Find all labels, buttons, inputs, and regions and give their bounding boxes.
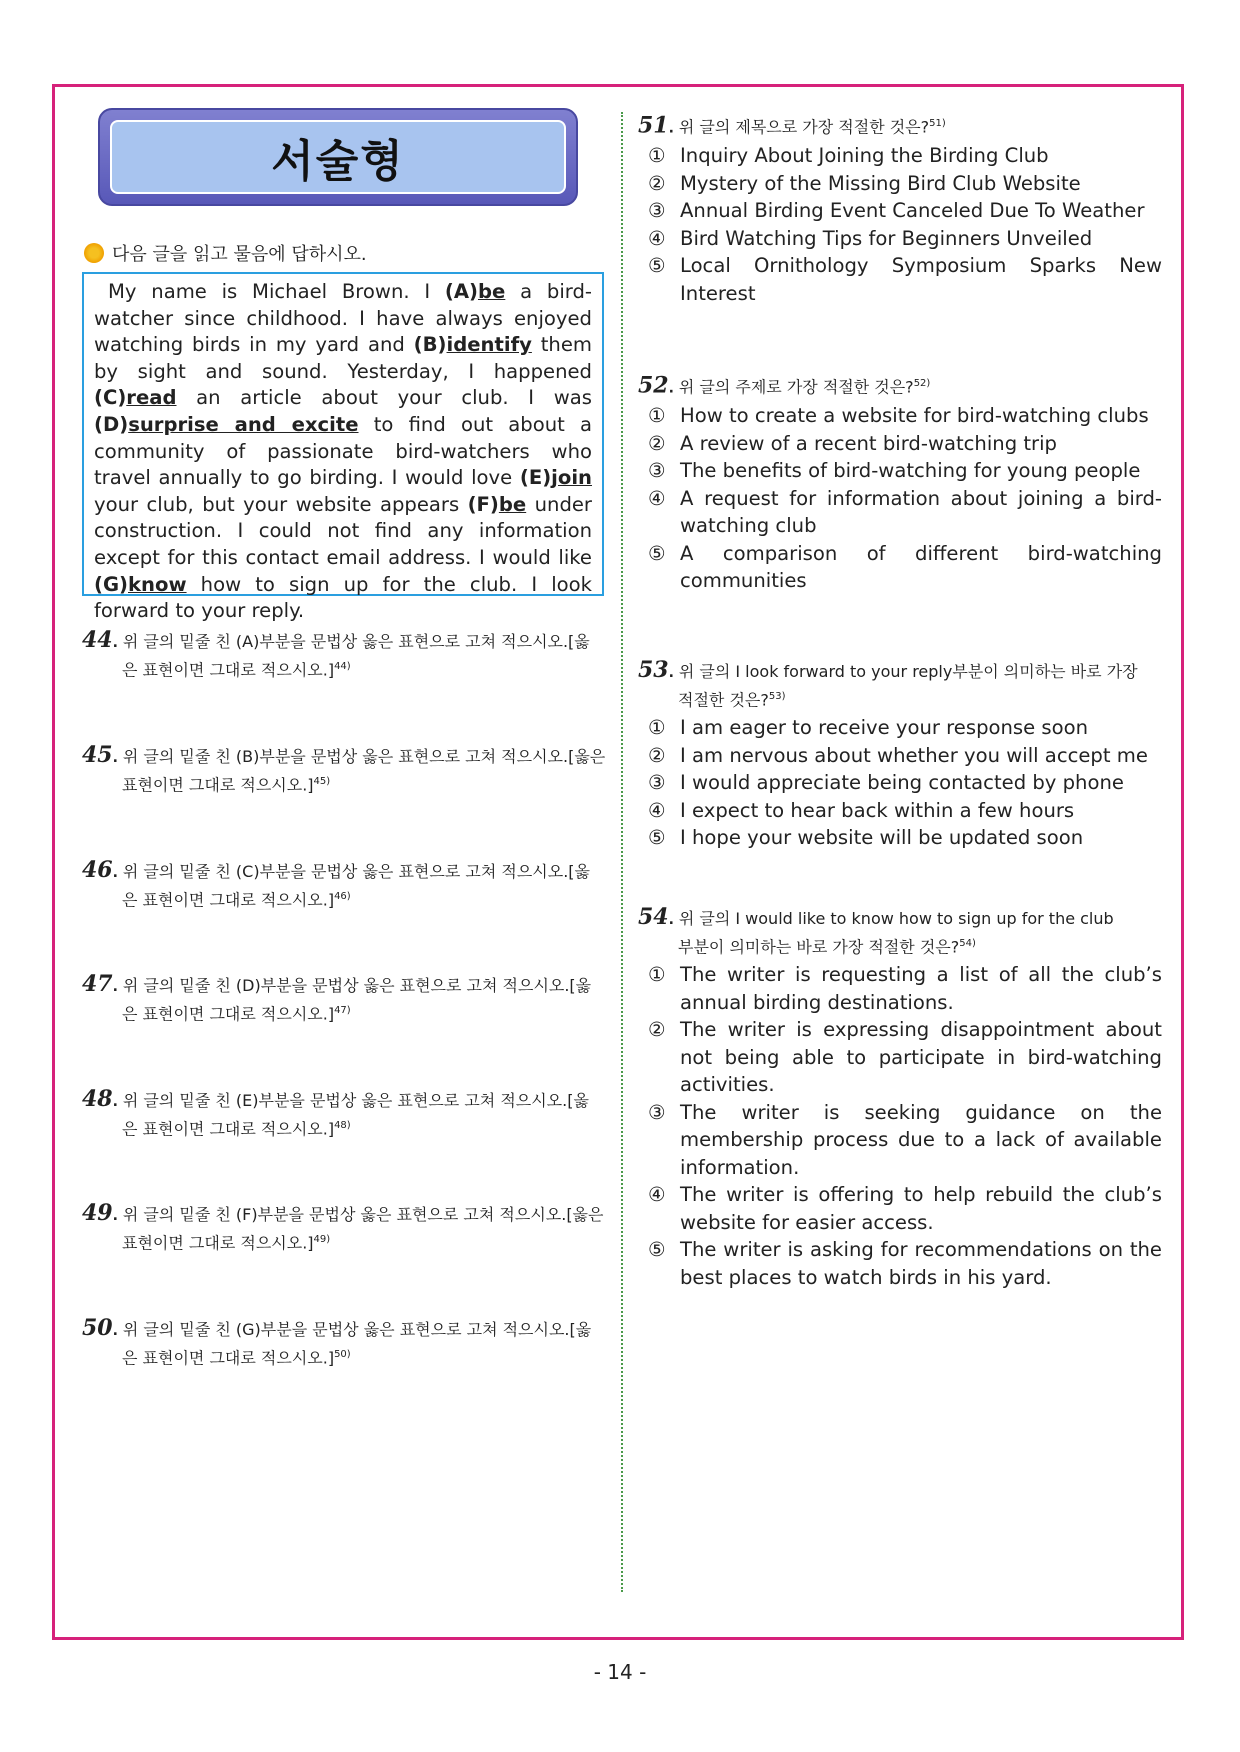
question-text: 위 글의 밑줄 친 (F)부분을 문법상 옳은 표현으로 고쳐 적으시오.[옳은 <box>122 1205 604 1224</box>
question-53 <box>638 658 1162 852</box>
option-marker: ⑤ <box>648 1238 666 1262</box>
passage-text: them by sight and sound. Yesterday, I happened <box>94 333 592 383</box>
passage-text: under construction. I could not find any information except for this contact email address. I would like <box>94 492 592 569</box>
question-text: 위 글의 I would like to know how to sign up for the club <box>678 909 1114 928</box>
footnote-ref: 45) <box>313 776 331 787</box>
answer-option[interactable] <box>638 197 1162 225</box>
option-marker: ② <box>648 743 666 767</box>
option-text: The benefits of bird-watching for young people <box>680 459 1141 483</box>
section-title: 서술형 <box>271 136 405 187</box>
footnote-ref: 47) <box>334 1005 351 1016</box>
underlined-expression <box>94 386 177 409</box>
footnote-ref: 46) <box>334 891 351 902</box>
answer-option[interactable] <box>638 1099 1162 1182</box>
question-text: 위 글의 밑줄 친 (C)부분을 문법상 옳은 표현으로 고쳐 적으시오.[옳 <box>122 862 590 881</box>
passage-text: your club, but your website appears <box>94 492 468 516</box>
underlined-word: know <box>128 572 187 596</box>
answer-option[interactable] <box>638 170 1162 198</box>
option-text: A review of a recent bird-watching trip <box>680 431 1057 455</box>
option-marker: ① <box>648 404 666 428</box>
question-stem <box>82 1201 607 1228</box>
blank-label: (F) <box>467 492 499 516</box>
question-stem <box>82 972 607 999</box>
option-text: The writer is requesting a list of all the club’s annual birding destinations. <box>680 963 1162 1014</box>
option-text: How to create a website for bird-watching clubs <box>680 404 1149 428</box>
flower-icon <box>84 243 104 263</box>
option-text: Inquiry About Joining the Birding Club <box>680 144 1049 168</box>
answer-option[interactable] <box>638 1236 1162 1291</box>
underlined-expression <box>94 573 187 596</box>
instruction-text: 다음 글을 읽고 물음에 답하시오. <box>112 244 367 265</box>
underlined-expression <box>94 413 359 436</box>
footnote-ref: 53) <box>768 691 786 702</box>
option-text: I hope your website will be updated soon <box>680 826 1084 850</box>
option-marker: ① <box>648 716 666 740</box>
option-marker: ⑤ <box>648 254 666 278</box>
option-text: Mystery of the Missing Bird Club Website <box>680 171 1081 195</box>
question-dot: . <box>112 1094 123 1110</box>
question-stem <box>638 905 1162 932</box>
question-text: 위 글의 제목으로 가장 적절한 것은? <box>678 117 930 137</box>
footnote-ref: 48) <box>334 1120 351 1131</box>
passage-text: a bird-watcher since childhood. I have always enjoyed watching birds in my yard and <box>94 280 592 357</box>
page-number: - 14 - <box>593 1660 647 1684</box>
option-text: The writer is seeking guidance on the membership process due to a lack of available information. <box>680 1100 1162 1179</box>
blank-label: (C) <box>94 386 127 410</box>
answer-option[interactable] <box>638 485 1162 540</box>
blank-label: (G) <box>94 572 128 596</box>
option-text: I am eager to receive your response soon <box>680 716 1089 740</box>
option-text: I expect to hear back within a few hours <box>680 798 1075 822</box>
question-stem <box>82 1087 607 1114</box>
answer-option[interactable] <box>638 742 1162 770</box>
answer-option[interactable] <box>638 252 1162 307</box>
option-marker: ④ <box>648 226 666 250</box>
option-text: The writer is asking for recommendations on the best places to watch birds in his yard. <box>680 1238 1162 1289</box>
question-number: 53 <box>638 657 669 683</box>
underlined-word: be <box>478 280 506 303</box>
question-text-cont: 은 표현이면 그대로 적으시오.]$^{44)}$ <box>122 660 351 680</box>
option-marker: ② <box>648 1018 666 1042</box>
question-dot: . <box>112 979 123 995</box>
question-stem <box>82 743 607 770</box>
answer-option[interactable] <box>638 430 1162 458</box>
answer-option[interactable] <box>638 1016 1162 1099</box>
underlined-word: read <box>126 386 177 410</box>
answer-option[interactable] <box>638 402 1162 430</box>
instruction <box>84 240 367 266</box>
question-dot: . <box>668 120 679 137</box>
underlined-expression <box>468 493 527 516</box>
question-number: 47 <box>82 971 113 997</box>
answer-options <box>638 714 1162 852</box>
question-text: 위 글의 밑줄 친 (E)부분을 문법상 옳은 표현으로 고쳐 적으시오.[옳 <box>122 1091 589 1110</box>
reading-passage <box>82 272 604 623</box>
answer-option[interactable] <box>638 225 1162 253</box>
option-marker: ③ <box>648 459 666 483</box>
option-marker: ⑤ <box>648 541 666 565</box>
question-number: 48 <box>82 1086 113 1112</box>
question-number: 52 <box>638 372 669 399</box>
question-text: 위 글의 밑줄 친 (G)부분을 문법상 옳은 표현으로 고쳐 적으시오.[옳 <box>122 1320 592 1339</box>
question-44 <box>82 628 607 682</box>
option-text: I would appreciate being contacted by phone <box>680 771 1124 795</box>
answer-option[interactable] <box>638 714 1162 742</box>
question-48 <box>82 1087 607 1141</box>
question-dot: . <box>112 635 123 651</box>
passage-text: My name is Michael Brown. I <box>108 280 445 303</box>
question-54 <box>638 905 1162 1291</box>
option-text: A request for information about joining a bird-watching club <box>680 486 1162 538</box>
option-marker: ③ <box>648 1100 666 1124</box>
question-dot: . <box>112 750 123 766</box>
underlined-expression <box>520 466 592 489</box>
option-marker: ③ <box>648 771 666 795</box>
option-text: Bird Watching Tips for Beginners Unveiled <box>680 226 1093 250</box>
answer-option[interactable] <box>638 540 1162 595</box>
question-text: 위 글의 I look forward to your reply부분이 의미하는 바로 가장 <box>678 662 1138 681</box>
question-number: 49 <box>82 1200 113 1226</box>
question-49 <box>82 1201 607 1255</box>
question-45 <box>82 743 607 797</box>
question-text-cont: 표현이면 그대로 적으시오.]$^{49)}$ <box>122 1233 331 1253</box>
passage-text: an article about your club. I was <box>176 386 592 410</box>
passage-text: how to sign up for the club. I look forward to your reply. <box>94 572 592 623</box>
option-marker: ③ <box>648 199 666 223</box>
answer-option[interactable] <box>638 457 1162 485</box>
blank-label: (D) <box>94 412 129 436</box>
question-text-cont: 은 표현이면 그대로 적으시오.]$^{47)}$ <box>122 1004 351 1024</box>
option-text: A comparison of different bird-watching communities <box>680 541 1162 593</box>
footnote-ref: 50) <box>334 1349 351 1360</box>
question-dot: . <box>668 665 679 681</box>
underlined-word: surprise and excite <box>128 412 359 436</box>
answer-option[interactable] <box>638 1181 1162 1236</box>
option-text: Annual Birding Event Canceled Due To Weather <box>680 199 1145 223</box>
option-marker: ④ <box>648 798 666 822</box>
option-text: Local Ornithology Symposium Sparks New Interest <box>680 254 1162 305</box>
question-text: 위 글의 밑줄 친 (B)부분을 문법상 옳은 표현으로 고쳐 적으시오.[옳은 <box>122 747 606 766</box>
option-marker: ② <box>648 431 666 455</box>
question-stem <box>638 372 1162 400</box>
answer-option[interactable] <box>638 824 1162 852</box>
question-number: 45 <box>82 742 113 768</box>
question-stem <box>638 112 1162 140</box>
option-marker: ⑤ <box>648 826 666 850</box>
underlined-word: be <box>498 492 527 516</box>
answer-option[interactable] <box>638 961 1162 1016</box>
question-text-cont: 표현이면 그대로 적으시오.]$^{45)}$ <box>122 775 331 795</box>
footnote-ref: 51) <box>929 118 946 129</box>
blank-label: (A) <box>444 280 478 303</box>
option-marker: ② <box>648 171 666 195</box>
question-number: 50 <box>82 1315 113 1341</box>
option-marker: ④ <box>648 1183 666 1207</box>
question-stem <box>638 658 1162 685</box>
passage-text: to find out about a community of passionate bird-watchers who travel annually to go birding. I would love <box>94 412 592 490</box>
question-50 <box>82 1316 607 1370</box>
question-dot: . <box>668 380 679 397</box>
underlined-expression <box>445 280 505 303</box>
question-51 <box>638 112 1162 307</box>
question-text: 위 글의 밑줄 친 (D)부분을 문법상 옳은 표현으로 고쳐 적으시오.[옳 <box>122 976 592 995</box>
blank-label: (B) <box>413 333 447 357</box>
question-number: 51 <box>638 112 669 139</box>
question-text-cont: 부분이 의미하는 바로 가장 적절한 것은?$^{54)}$ <box>678 937 976 957</box>
answer-options <box>638 402 1162 595</box>
answer-options <box>638 142 1162 307</box>
question-dot: . <box>112 1323 123 1339</box>
footnote-ref: 54) <box>959 938 976 949</box>
answer-option[interactable] <box>638 797 1162 825</box>
option-marker: ④ <box>648 486 666 510</box>
question-text-cont: 은 표현이면 그대로 적으시오.]$^{46)}$ <box>122 890 351 910</box>
underlined-word: join <box>551 466 592 490</box>
question-dot: . <box>112 1208 123 1224</box>
question-text-cont: 적절한 것은?$^{53)}$ <box>678 690 786 710</box>
question-text: 위 글의 주제로 가장 적절한 것은? <box>678 377 914 397</box>
question-46 <box>82 858 607 912</box>
answer-option[interactable] <box>638 142 1162 170</box>
question-dot: . <box>668 912 679 928</box>
answer-option[interactable] <box>638 769 1162 797</box>
option-marker: ① <box>648 963 666 987</box>
question-text-cont: 은 표현이면 그대로 적으시오.]$^{48)}$ <box>122 1119 351 1139</box>
question-dot: . <box>112 865 123 881</box>
footnote-ref: 44) <box>334 661 351 672</box>
question-47 <box>82 972 607 1026</box>
section-banner <box>98 108 578 206</box>
column-divider <box>621 112 623 1592</box>
option-marker: ① <box>648 144 666 168</box>
footnote-ref: 49) <box>313 1234 331 1245</box>
option-text: The writer is expressing disappointment about not being able to participate in bird-watching activities. <box>680 1018 1162 1097</box>
question-text: 위 글의 밑줄 친 (A)부분을 문법상 옳은 표현으로 고쳐 적으시오.[옳 <box>122 632 590 651</box>
question-stem <box>82 1316 607 1343</box>
answer-options <box>638 961 1162 1291</box>
question-number: 46 <box>82 857 113 883</box>
question-stem <box>82 858 607 885</box>
question-number: 44 <box>82 627 113 653</box>
option-text: I am nervous about whether you will accept me <box>680 743 1148 767</box>
option-text: The writer is offering to help rebuild the club’s website for easier access. <box>680 1183 1162 1234</box>
underlined-expression <box>414 333 532 356</box>
underlined-word: identify <box>446 333 532 357</box>
section-banner-inner <box>110 120 566 194</box>
question-text-cont: 은 표현이면 그대로 적으시오.]$^{50)}$ <box>122 1348 351 1368</box>
question-stem <box>82 628 607 655</box>
question-number: 54 <box>638 904 669 930</box>
blank-label: (E) <box>519 466 552 490</box>
footnote-ref: 52) <box>913 378 931 389</box>
question-52 <box>638 372 1162 595</box>
